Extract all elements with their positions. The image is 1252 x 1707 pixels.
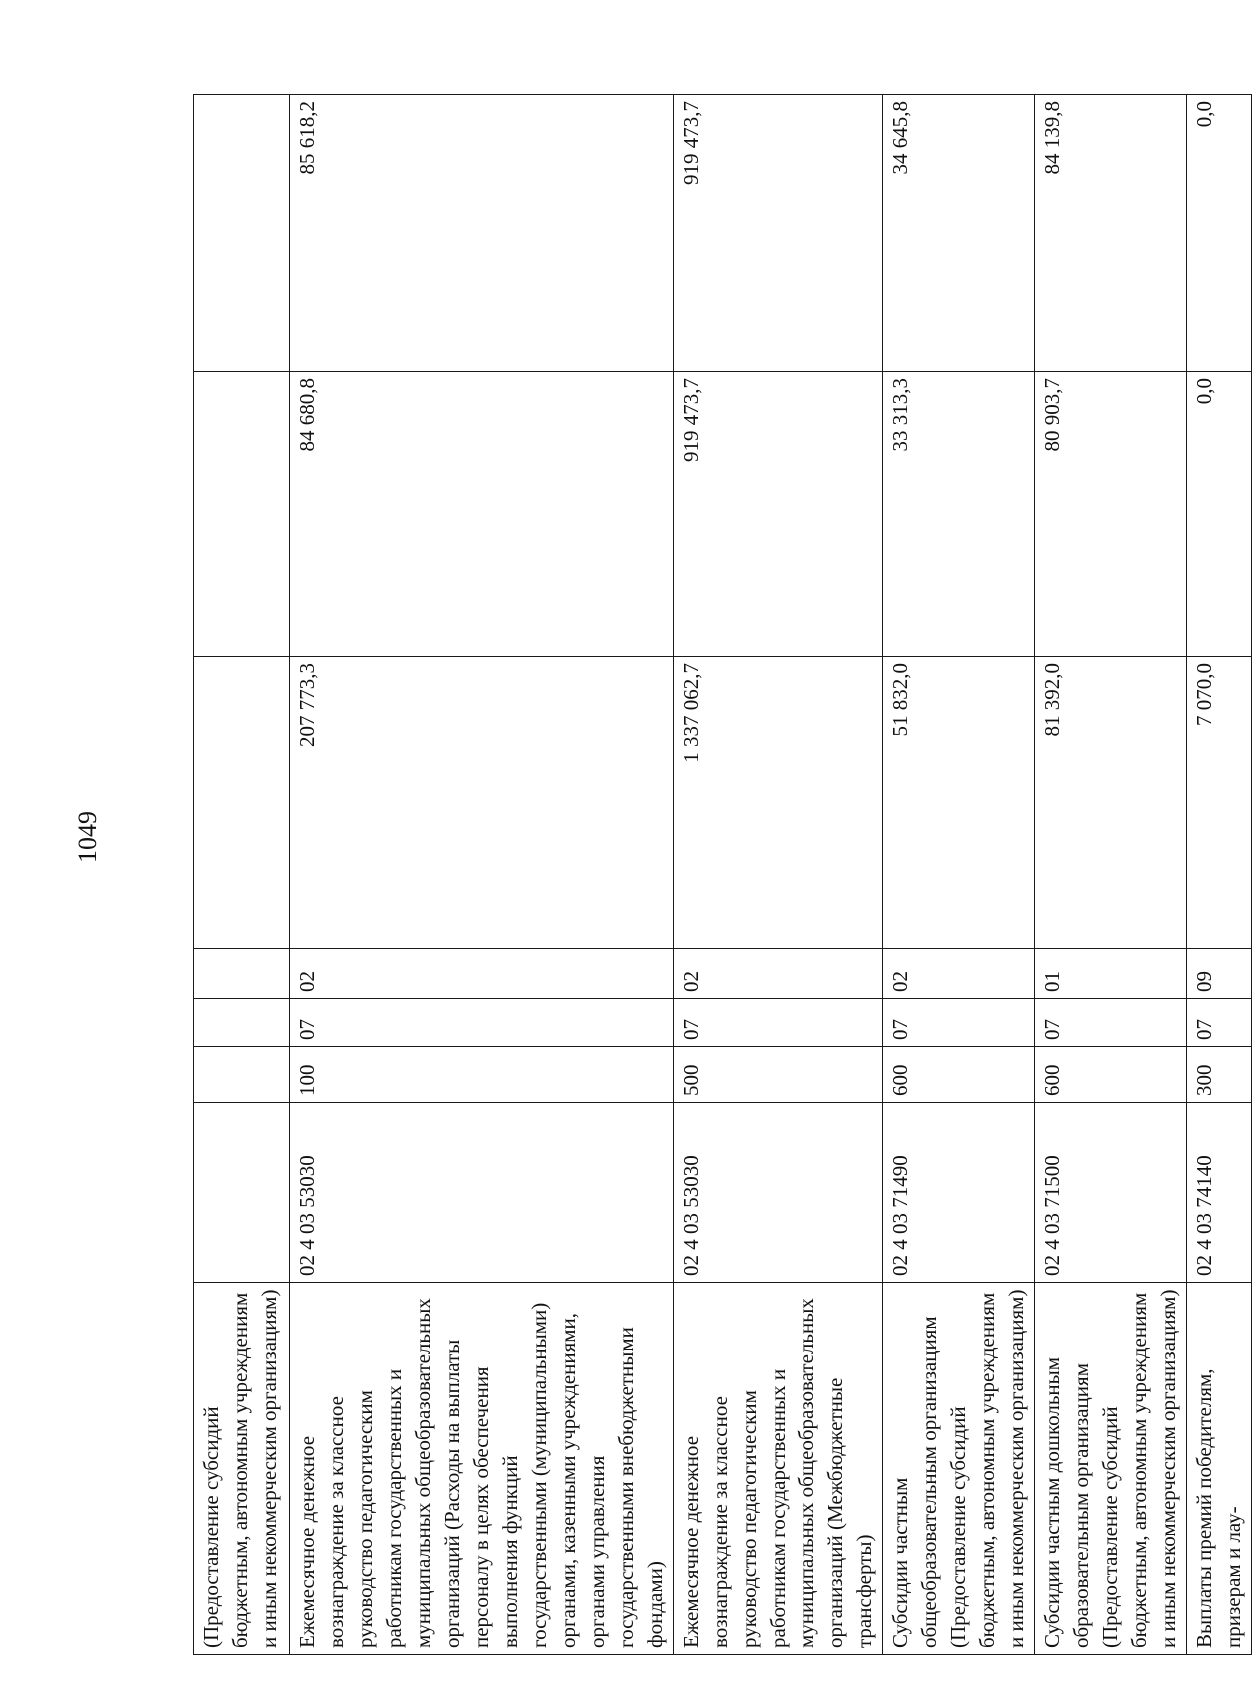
row-sum-3: 919 473,7 (673, 95, 883, 372)
row-sum-2: 33 313,3 (883, 372, 1035, 657)
row-target-code: 02 4 03 74140 (1187, 1103, 1252, 1283)
page-number-text: 1049 (73, 811, 102, 863)
row-sum-2: 84 680,8 (290, 372, 674, 657)
table-row (673, 95, 883, 1655)
row-sum-1 (194, 657, 290, 949)
row-subsection: 09 (1187, 949, 1252, 999)
row-sum-1: 81 392,0 (1035, 657, 1187, 949)
row-sum-3: 84 139,8 (1035, 95, 1187, 372)
row-description: Выплаты премий победителям, призерам и лау- (1187, 1283, 1252, 1655)
row-sum-3: 34 645,8 (883, 95, 1035, 372)
row-target-code: 02 4 03 71500 (1035, 1103, 1187, 1283)
row-expense-type: 300 (1187, 1047, 1252, 1103)
table-row (1187, 95, 1252, 1655)
row-sum-1: 7 070,0 (1187, 657, 1252, 949)
row-section: 07 (1187, 999, 1252, 1047)
row-expense-type: 100 (290, 1047, 674, 1103)
row-section: 07 (1035, 999, 1187, 1047)
row-target-code: 02 4 03 53030 (290, 1103, 674, 1283)
row-expense-type: 600 (883, 1047, 1035, 1103)
row-expense-type: 600 (1035, 1047, 1187, 1103)
row-description: (Предоставление субсидий бюджетным, автономным учреждениям и иным некоммерческим организациям) (194, 1283, 290, 1655)
budget-table-rotated (193, 95, 1246, 1655)
row-subsection (194, 949, 290, 999)
row-sum-3 (194, 95, 290, 372)
row-expense-type: 500 (673, 1047, 883, 1103)
row-description: Ежемесячное денежное вознаграждение за классное руководство педагогическим работникам государственных и муниципальных общеобразовательных организаций (Межбюджетные трансферты) (673, 1283, 883, 1655)
row-subsection: 01 (1035, 949, 1187, 999)
row-sum-3: 85 618,2 (290, 95, 674, 372)
page-number (68, 792, 108, 882)
row-description: Субсидии частным дошкольным образовательным организациям (Предоставление субсидий бюджетным, автономным учреждениям и иным некоммерческим организациям) (1035, 1283, 1187, 1655)
row-section: 07 (290, 999, 674, 1047)
row-sum-2: 919 473,7 (673, 372, 883, 657)
row-description: Ежемесячное денежное вознаграждение за классное руководство педагогическим работникам государственных и муниципальных общеобразовательных организаций (Расходы на выплаты персоналу в целях обеспечения выполнения функций государственными (муниципальными) органами, казенными учреждениями, органами управления государственными внебюджетными фондами) (290, 1283, 674, 1655)
row-sum-1: 1 337 062,7 (673, 657, 883, 949)
row-sum-2: 0,0 (1187, 372, 1252, 657)
row-sum-2 (194, 372, 290, 657)
budget-table (193, 94, 1252, 1655)
table-row (194, 95, 290, 1655)
row-target-code: 02 4 03 53030 (673, 1103, 883, 1283)
row-subsection: 02 (883, 949, 1035, 999)
row-section: 07 (883, 999, 1035, 1047)
row-expense-type (194, 1047, 290, 1103)
row-description: Субсидии частным общеобразовательным организациям (Предоставление субсидий бюджетным, автономным учреждениям и иным некоммерческим организациям) (883, 1283, 1035, 1655)
table-row (883, 95, 1035, 1655)
table-row (1035, 95, 1187, 1655)
row-target-code (194, 1103, 290, 1283)
row-section: 07 (673, 999, 883, 1047)
row-subsection: 02 (290, 949, 674, 999)
row-sum-2: 80 903,7 (1035, 372, 1187, 657)
row-sum-3: 0,0 (1187, 95, 1252, 372)
table-row (290, 95, 674, 1655)
row-section (194, 999, 290, 1047)
row-target-code: 02 4 03 71490 (883, 1103, 1035, 1283)
row-subsection: 02 (673, 949, 883, 999)
row-sum-1: 207 773,3 (290, 657, 674, 949)
row-sum-1: 51 832,0 (883, 657, 1035, 949)
